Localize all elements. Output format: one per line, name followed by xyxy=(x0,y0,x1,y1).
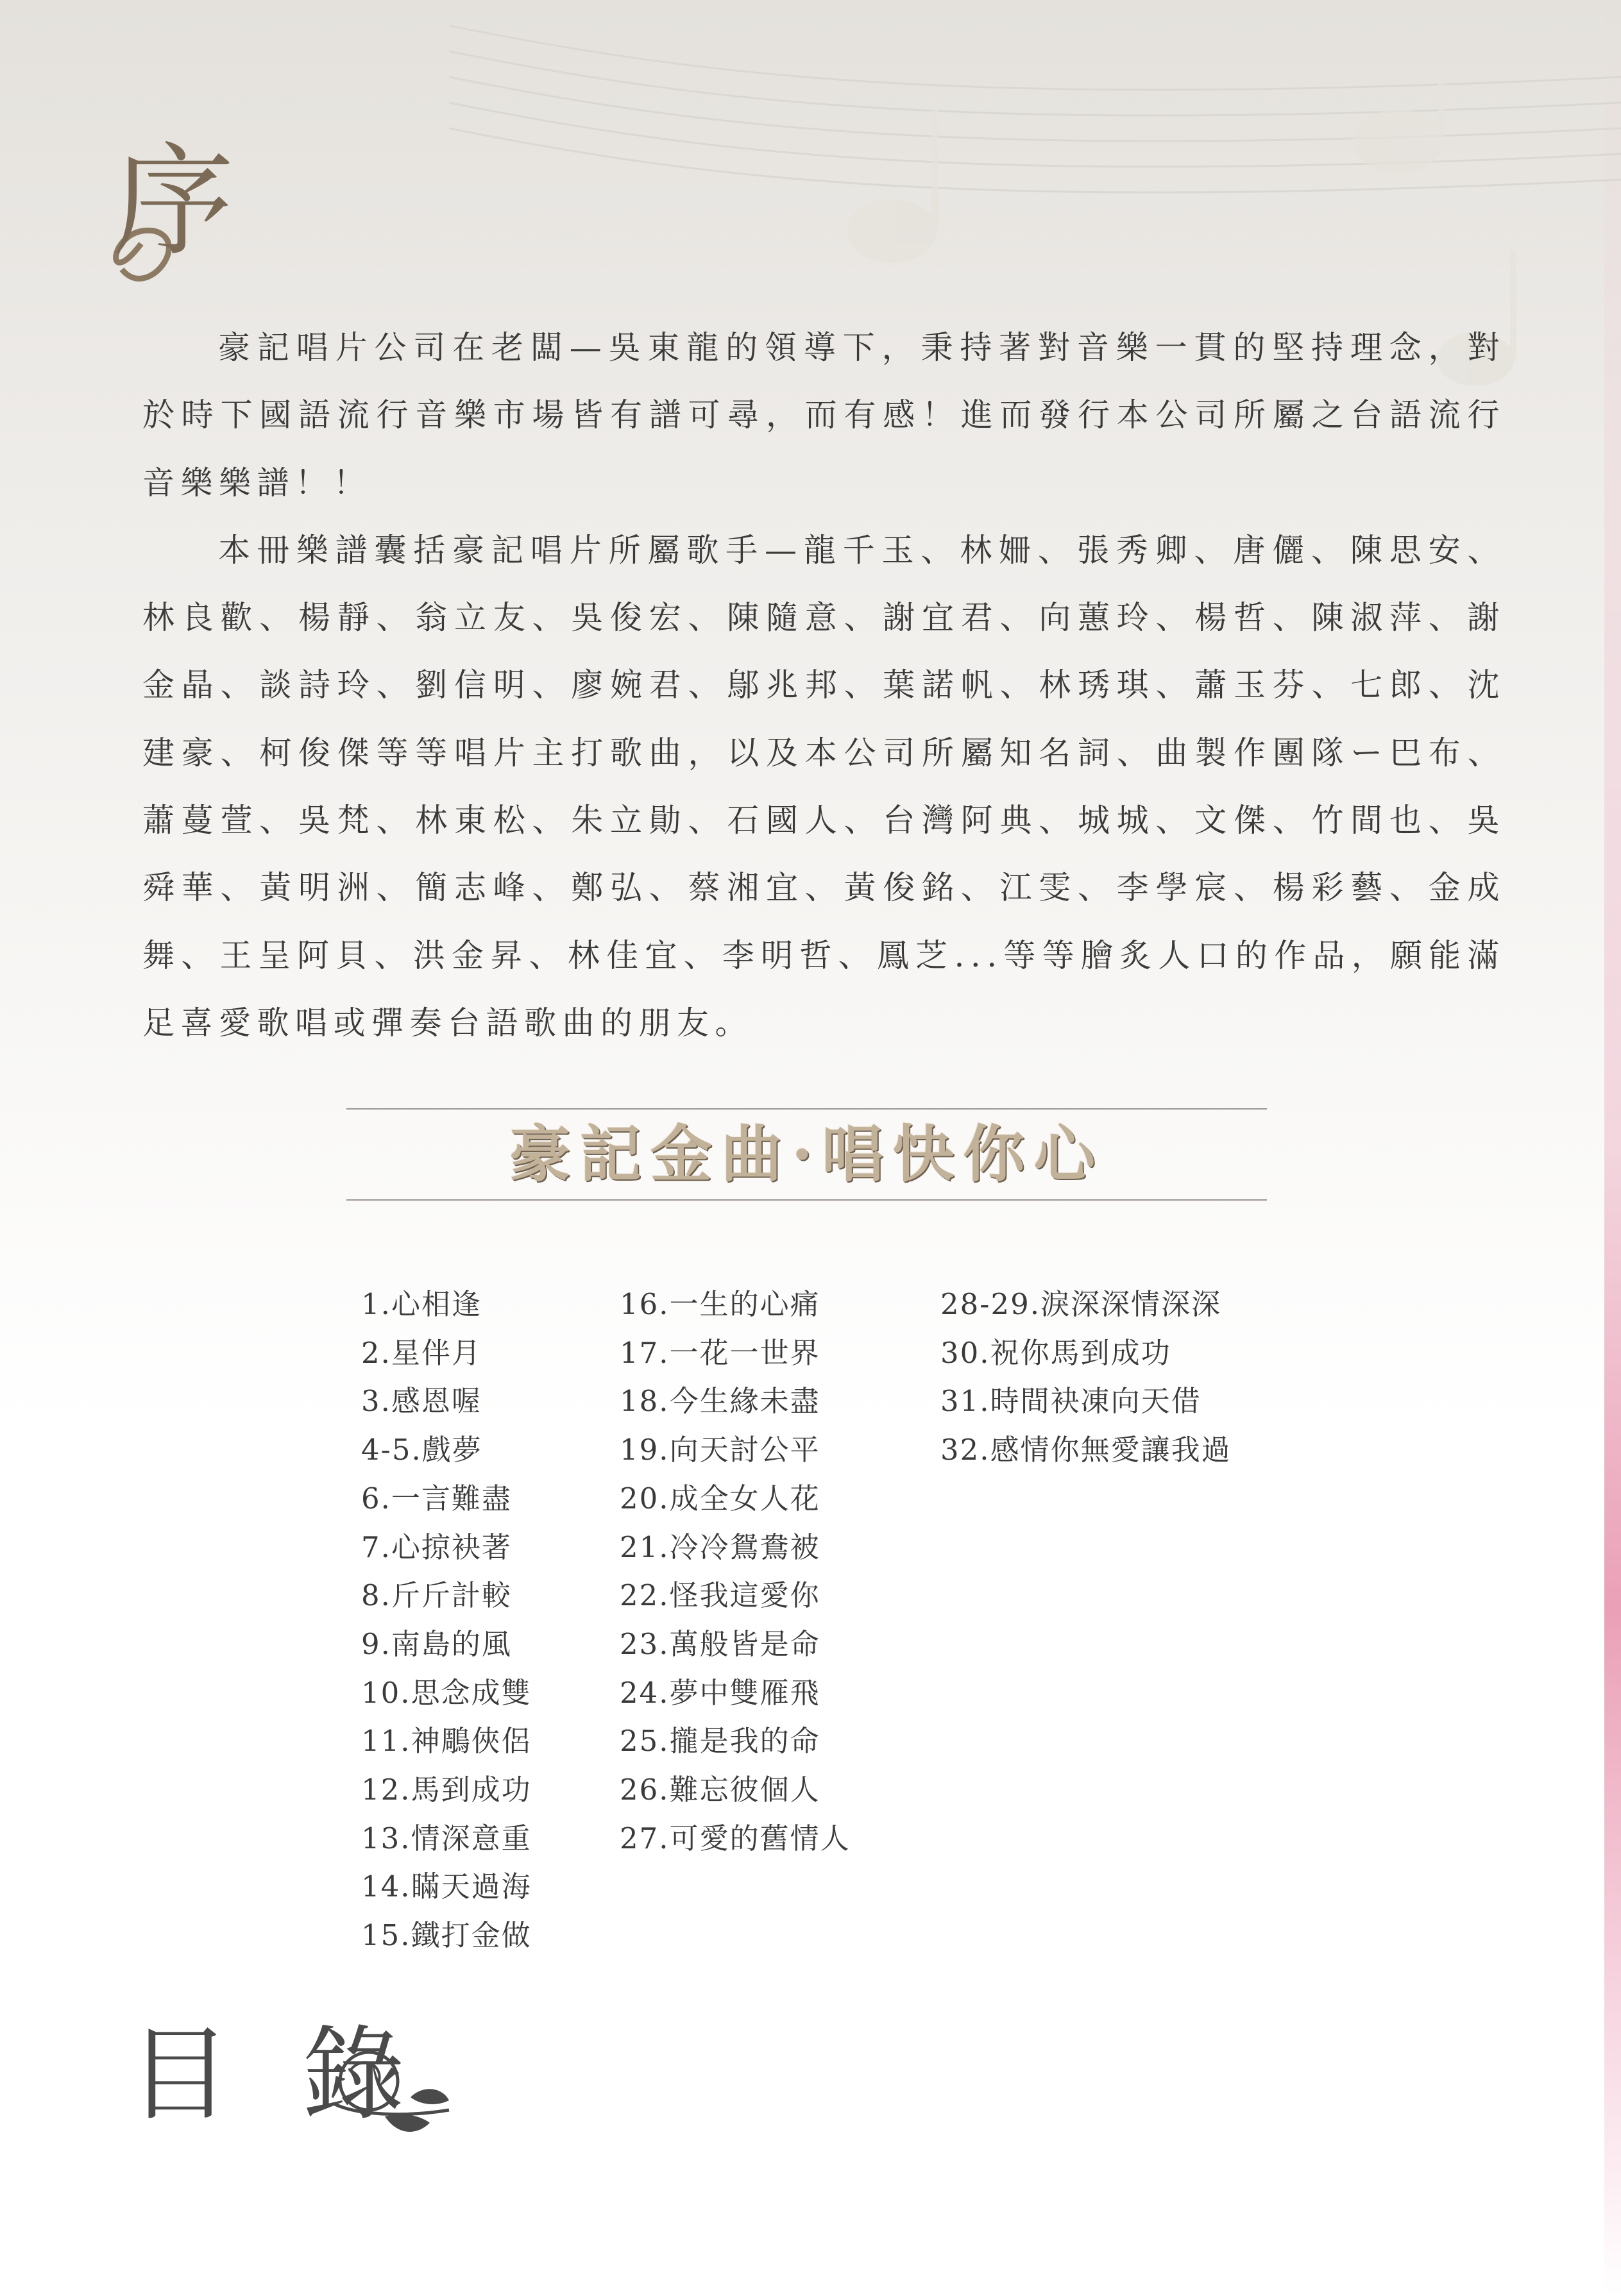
toc-item[interactable]: 10.思念成雙 xyxy=(361,1675,532,1710)
toc-item[interactable]: 32.感情你無愛讓我過 xyxy=(940,1433,1232,1467)
toc-item[interactable]: 25.攏是我的命 xyxy=(620,1724,820,1759)
toc-item[interactable]: 15.鐵打金做 xyxy=(361,1918,532,1953)
toc-item[interactable]: 14.瞞天過海 xyxy=(361,1870,532,1904)
toc-item[interactable]: 18.今生緣未盡 xyxy=(620,1384,820,1419)
toc-item[interactable]: 20.成全女人花 xyxy=(620,1481,820,1515)
toc-item[interactable]: 2.星伴月 xyxy=(361,1335,482,1370)
toc-item[interactable]: 3.感恩喔 xyxy=(361,1384,482,1419)
toc-item[interactable]: 17.一花一世界 xyxy=(620,1335,820,1370)
toc-item[interactable]: 16.一生的心痛 xyxy=(620,1287,820,1321)
toc-item[interactable]: 1.心相逢 xyxy=(361,1287,482,1321)
toc-item[interactable]: 8.斤斤計較 xyxy=(361,1578,512,1613)
toc-item[interactable]: 23.萬般皆是命 xyxy=(620,1626,820,1661)
toc-item[interactable]: 26.難忘彼個人 xyxy=(620,1773,820,1807)
toc-item[interactable]: 27.可愛的舊情人 xyxy=(620,1821,851,1855)
toc-item[interactable]: 21.冷冷鴛鴦被 xyxy=(620,1530,820,1564)
toc-item[interactable]: 30.祝你馬到成功 xyxy=(940,1335,1171,1370)
divider xyxy=(346,1199,1267,1201)
contents-title: 目 錄 xyxy=(128,2014,424,2134)
banner-title: 豪記金曲·唱快你心 xyxy=(509,1118,1105,1190)
toc-item[interactable]: 6.一言難盡 xyxy=(361,1481,512,1515)
preface-title: 序 xyxy=(112,131,235,273)
toc-item[interactable]: 22.怪我這愛你 xyxy=(620,1578,820,1613)
toc-item[interactable]: 12.馬到成功 xyxy=(361,1773,532,1807)
toc-item[interactable]: 4-5.戲夢 xyxy=(361,1433,482,1467)
toc-item[interactable]: 28-29.淚深深情深深 xyxy=(940,1287,1222,1321)
preface-paragraph: 豪記唱片公司在老闆—吳東龍的領導下，秉持著對音樂一貫的堅持理念，對於時下國語流行音樂市場皆有譜可尋，而有感！進而發行本公司所屬之台語流行音樂樂譜！！ xyxy=(142,329,1506,502)
toc-item[interactable]: 19.向天討公平 xyxy=(620,1433,820,1467)
toc-item[interactable]: 9.南島的風 xyxy=(361,1626,512,1661)
toc-item[interactable]: 24.夢中雙雁飛 xyxy=(620,1675,820,1710)
preface-text xyxy=(142,314,1506,1057)
toc-column-2 xyxy=(620,1280,851,1862)
toc-column-3 xyxy=(940,1280,1232,1474)
toc-column-1 xyxy=(361,1280,532,1960)
divider xyxy=(346,1108,1267,1110)
toc-item[interactable]: 7.心掠袂著 xyxy=(361,1530,512,1564)
toc-item[interactable]: 31.時間袂凍向天借 xyxy=(940,1384,1201,1419)
preface-paragraph: 本冊樂譜囊括豪記唱片所屬歌手—龍千玉、林姍、張秀卿、唐儷、陳思安、林良歡、楊靜、翁立友、吳俊宏、陳隨意、謝宜君、向蕙玲、楊哲、陳淑萍、謝金晶、談詩玲、劉信明、廖婉君、鄔兆邦、葉諾帆、林琇琪、蕭玉芬、七郎、沈建豪、柯俊傑等等唱片主打歌曲，以及本公司所屬知名詞、曲製作團隊ー巴布、蕭蔓萱、吳梵、林東松、朱立勛、石國人、台灣阿典、城城、文傑、竹間也、吳舜華、黃明洲、簡志峰、鄭弘、蔡湘宜、黃俊銘、江雯、李學宸、楊彩藝、金成舞、王呈阿貝、洪金昇、林佳宜、李明哲、鳳芝...等等膾炙人口的作品，願能滿足喜愛歌唱或彈奏台語歌曲的朋友。 xyxy=(142,531,1506,1042)
toc-item[interactable]: 13.情深意重 xyxy=(361,1821,532,1855)
toc-item[interactable]: 11.神鵰俠侶 xyxy=(361,1724,532,1759)
